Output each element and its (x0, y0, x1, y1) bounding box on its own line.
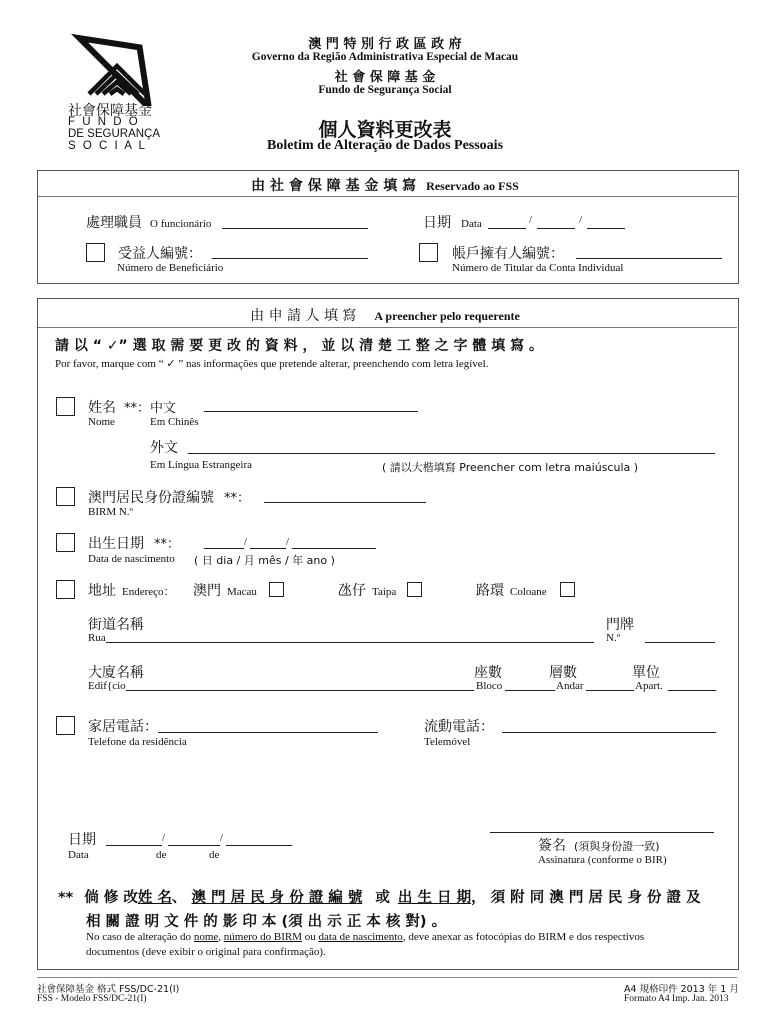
beneficiary-checkbox[interactable] (86, 243, 105, 262)
dob-checkbox[interactable] (56, 533, 75, 552)
page-title-cn: 個人資料更改表 (318, 119, 452, 141)
note-cn-line2: 相 關 證 明 文 件 的 影 印 本 (須 出 示 正 本 核 對) 。 (86, 914, 447, 930)
building-field[interactable] (126, 690, 474, 691)
unit-label-pt: Apart. (635, 680, 663, 692)
signature-label-pt: Assinatura (conforme o BIR) (538, 854, 667, 866)
block-label-pt: Bloco (476, 680, 503, 692)
dob-label: 出生日期 **： (88, 536, 181, 552)
fss-date-month[interactable] (537, 228, 575, 229)
account-label-pt: Número de Titular da Conta Individual (452, 262, 624, 274)
coloane-checkbox[interactable] (560, 582, 575, 597)
taipa-checkbox[interactable] (407, 582, 422, 597)
street-label-cn: 街道名稱 (88, 617, 144, 633)
beneficiary-field[interactable] (212, 258, 368, 259)
account-checkbox[interactable] (419, 243, 438, 262)
unit-field[interactable] (668, 690, 716, 691)
sign-date-label-cn: 日期 (68, 832, 96, 848)
applicant-section-title: 由 申 請 人 填 寫 A preencher pelo requerente (250, 308, 520, 324)
account-label-cn: 帳戶擁有人編號： (452, 246, 564, 262)
name-label-pt: Nome (88, 416, 115, 428)
sign-date-day-field[interactable] (106, 845, 162, 846)
address-checkbox[interactable] (56, 580, 75, 599)
instruction-cn: 請 以 “ ✓” 選 取 需 要 更 改 的 資 料 ， 並 以 清 楚 工 整 之 字 體 填 寫 。 (55, 338, 543, 354)
page-title-pt: Boletim de Alteração de Dados Pessoais (266, 138, 504, 153)
birm-label-pt: BIRM N.º (88, 506, 133, 518)
logo-name-cn: 社會保障基金 (68, 103, 152, 119)
footer-right-cn: A4 規格印件 2013 年 1 月 (624, 984, 739, 995)
mobile-field[interactable] (502, 732, 716, 733)
footer-right-pt: Formato A4 Imp. Jan. 2013 (624, 994, 729, 1004)
note-pt-line1: No caso de alteração do nome, número do BIRM ou data de nascimento, deve anexar as fotocópias do BIRM e dos respectivos (86, 931, 645, 943)
building-label-pt: Edif{cio (88, 680, 126, 692)
name-chinese-field[interactable] (204, 411, 418, 412)
officer-label: 處理職員 O funcionário (86, 215, 212, 231)
fss-date-year[interactable] (587, 228, 625, 229)
logo-line3: S O C I A L (68, 140, 147, 152)
beneficiary-label-cn: 受益人編號： (118, 246, 202, 262)
street-field[interactable] (106, 642, 594, 643)
home-phone-label-cn: 家居電話： (88, 719, 158, 735)
birm-checkbox[interactable] (56, 487, 75, 506)
sign-date-de1: de (156, 849, 167, 861)
note-cn-line1: ** 倘 修 改姓 名、 澳 門 居 民 身 份 證 編 號 或 出 生 日 期， 須 附 同 澳 門 居 民 身 份 證 及 (58, 890, 701, 906)
macau-checkbox[interactable] (269, 582, 284, 597)
officer-field[interactable] (222, 228, 368, 229)
phone-checkbox[interactable] (56, 716, 75, 735)
logo-line1: F U N D O (68, 116, 140, 128)
sign-date-de2: de (209, 849, 220, 861)
home-phone-field[interactable] (158, 732, 378, 733)
dob-day-field[interactable] (204, 548, 244, 549)
foreign-label-pt: Em Língua Estrangeira (150, 459, 253, 471)
uppercase-note: ( 請以大楷填寫 Preencher com letra maiúscula ) (382, 461, 639, 474)
sign-date-year-field[interactable] (226, 845, 292, 846)
name-foreign-field[interactable] (188, 453, 715, 454)
account-field[interactable] (576, 258, 722, 259)
block-field[interactable] (505, 690, 555, 691)
macau-label: 澳門 Macau (193, 583, 257, 599)
birm-field[interactable] (264, 502, 426, 503)
door-label-cn: 門牌 (606, 617, 634, 633)
sign-date-label-pt: Data (68, 849, 89, 861)
footer-left-pt: FSS - Modelo FSS/DC-21(I) (37, 994, 147, 1004)
chinese-label-pt: Em Chinês (150, 416, 199, 428)
footer-left-cn: 社會保障基金 格式 FSS/DC-21(I) (37, 984, 180, 995)
fss-date-label: 日期 Data (423, 215, 482, 231)
floor-label-pt: Andar (556, 680, 584, 692)
coloane-label: 路環 Coloane (476, 583, 547, 599)
note-pt-line2: documentos (deve exibir o original para confirmação). (86, 946, 326, 958)
birm-label: 澳門居民身份證編號 **： (88, 490, 251, 506)
fund-name-cn: 社 會 保 障 基 金 (334, 70, 436, 85)
sign-date-month-field[interactable] (168, 845, 220, 846)
mobile-label-cn: 流動電話： (424, 719, 494, 735)
block-label-cn: 座數 (474, 665, 502, 681)
name-label: 姓名 **：中文 (88, 400, 177, 416)
mobile-label-pt: Telemóvel (424, 736, 471, 748)
beneficiary-label-pt: Número de Beneficiário (117, 262, 224, 274)
street-label-pt: Rua (88, 632, 106, 644)
fss-date-day[interactable] (488, 228, 526, 229)
floor-field[interactable] (586, 690, 634, 691)
gov-name-pt: Governo da Região Administrativa Especial de Macau (251, 51, 519, 63)
home-phone-label-pt: Telefone da residẽncia (88, 736, 187, 748)
instruction-pt: Por favor, marque com “ ✓ ” nas informações que pretende alterar, preenchendo com letra legível. (55, 358, 489, 370)
foreign-label-cn: 外文 (150, 440, 178, 456)
taipa-label: 氹仔 Taipa (338, 583, 397, 599)
name-checkbox[interactable] (56, 397, 75, 416)
fund-name-pt: Fundo de Segurança Social (318, 84, 452, 96)
dob-label-pt: Data de nascimento (88, 553, 175, 565)
unit-label-cn: 單位 (632, 665, 660, 681)
dob-month-field[interactable] (250, 548, 286, 549)
dob-format: ( 日 dia / 月 mês / 年 ano ) (194, 554, 335, 567)
logo-line2: DE SEGURANÇA (68, 128, 161, 140)
fss-section-title: 由 社 會 保 障 基 金 填 寫 Reservado ao FSS (251, 178, 519, 194)
signature-label-cn: 簽名 (須與身份證一致) (538, 838, 660, 854)
gov-name-cn: 澳 門 特 別 行 政 區 政 府 (308, 37, 462, 52)
door-field[interactable] (645, 642, 715, 643)
building-label-cn: 大廈名稱 (88, 665, 144, 681)
address-label: 地址 Endereço： (88, 583, 175, 599)
signature-field[interactable] (490, 832, 714, 833)
door-label-pt: N.º (606, 632, 621, 644)
floor-label-cn: 層數 (549, 665, 577, 681)
dob-year-field[interactable] (292, 548, 376, 549)
